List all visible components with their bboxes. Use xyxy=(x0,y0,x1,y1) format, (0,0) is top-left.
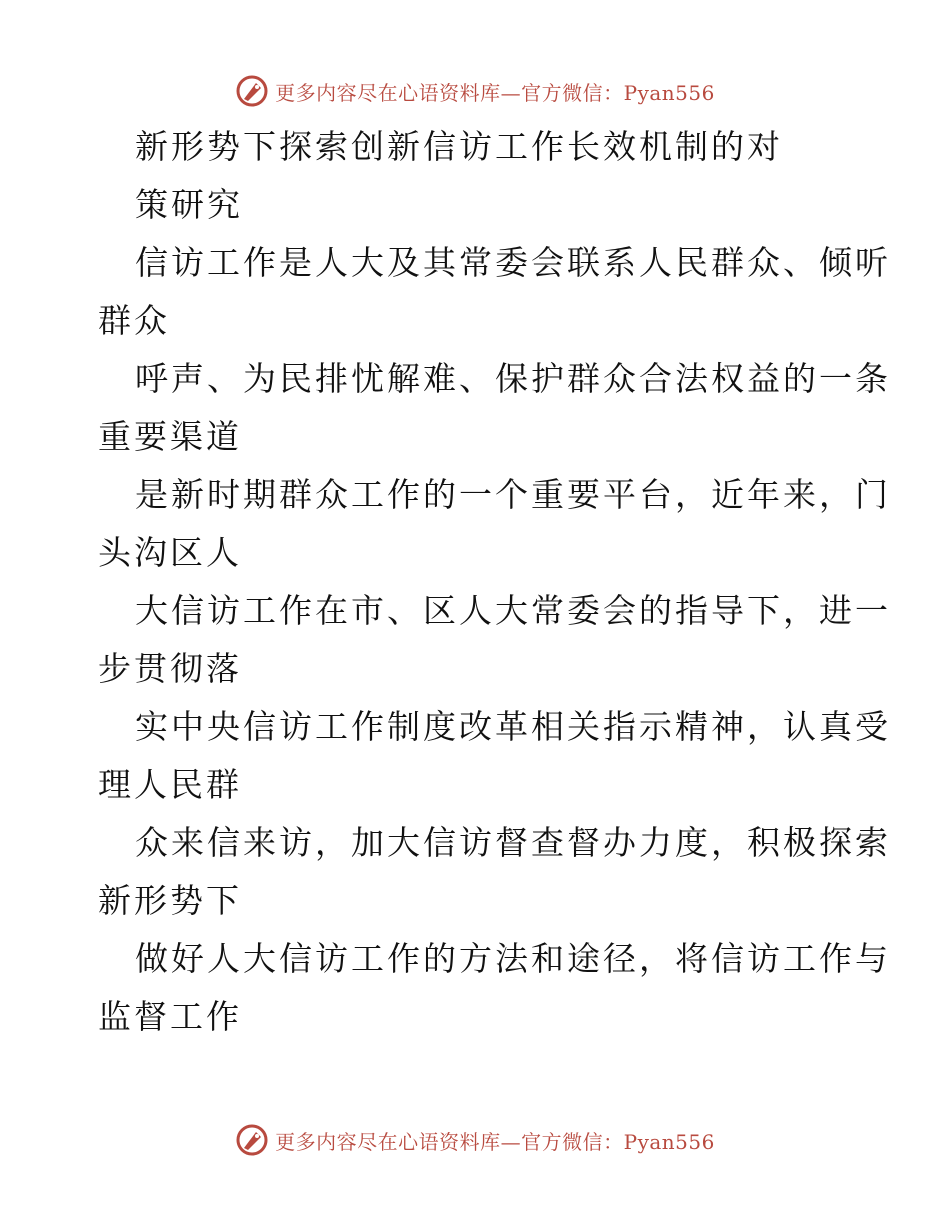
paragraph-line: 理人民群 xyxy=(98,765,242,804)
banner-text xyxy=(275,1126,715,1155)
banner-brand-text: 更多内容尽在心语资料库 xyxy=(275,1129,501,1154)
banner-brand-text: 更多内容尽在心语资料库 xyxy=(275,80,501,105)
document-title-line-2: 策研究 xyxy=(135,185,243,224)
paragraph-line: 监督工作 xyxy=(98,997,242,1036)
paragraph-line: 实中央信访工作制度改革相关指示精神，认真受 xyxy=(135,707,891,746)
paragraph-line: 新形势下 xyxy=(98,881,242,920)
banner-wechat-id: Pyan556 xyxy=(623,80,715,105)
document-title-line-1: 新形势下探索创新信访工作长效机制的对 xyxy=(135,127,783,166)
header-banner xyxy=(0,71,950,111)
footer-banner xyxy=(0,1120,950,1160)
banner-wechat-label: 官方微信： xyxy=(521,80,624,105)
banner-text xyxy=(275,77,715,106)
banner-separator: — xyxy=(500,80,522,105)
paragraph-line: 呼声、为民排忧解难、保护群众合法权益的一条 xyxy=(135,359,891,398)
paragraph-line: 步贯彻落 xyxy=(98,649,242,688)
pen-nib-logo-icon xyxy=(235,1123,269,1157)
paragraph-line: 头沟区人 xyxy=(98,533,242,572)
paragraph-line: 大信访工作在市、区人大常委会的指导下，进一 xyxy=(135,591,891,630)
paragraph-line: 做好人大信访工作的方法和途径，将信访工作与 xyxy=(135,939,891,978)
paragraph-line: 群众 xyxy=(98,301,170,340)
banner-wechat-id: Pyan556 xyxy=(623,1129,715,1154)
banner-separator: — xyxy=(500,1129,522,1154)
document-body xyxy=(98,118,891,1046)
pen-nib-logo-icon xyxy=(235,74,269,108)
paragraph-line: 众来信来访，加大信访督查督办力度，积极探索 xyxy=(135,823,891,862)
paragraph-line: 是新时期群众工作的一个重要平台，近年来，门 xyxy=(135,475,891,514)
banner-wechat-label: 官方微信： xyxy=(521,1129,624,1154)
paragraph-line: 信访工作是人大及其常委会联系人民群众、倾听 xyxy=(135,243,891,282)
paragraph-line: 重要渠道 xyxy=(98,417,242,456)
